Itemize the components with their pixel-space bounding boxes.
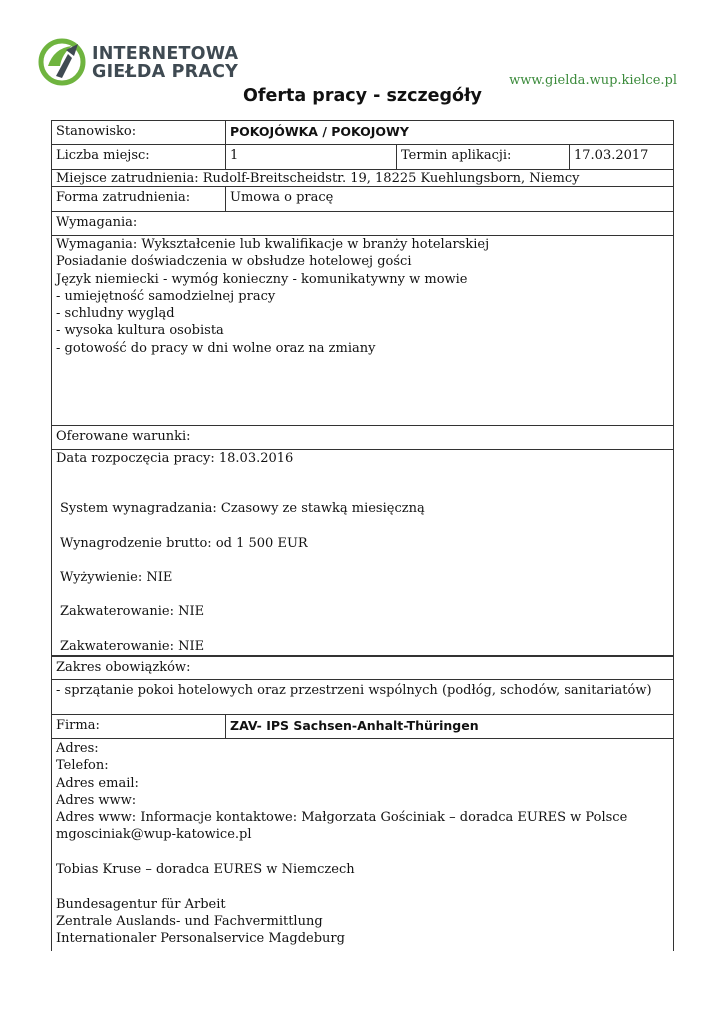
condition-line: Zakwaterowanie: NIE	[60, 639, 205, 654]
requirement-line: Posiadanie doświadczenia w obsłudze hotelowej gości	[56, 254, 412, 270]
offer-table	[51, 120, 674, 951]
requirement-line: - gotowość do pracy w dni wolne oraz na zmiany	[56, 340, 376, 356]
contact-list	[56, 740, 627, 948]
conditions-label: Oferowane warunki:	[56, 429, 191, 444]
company-value: ZAV- IPS Sachsen-Anhalt-Thüringen	[230, 718, 479, 733]
requirement-line: Wymagania: Wykształcenie lub kwalifikacje w branży hotelarskiej	[56, 237, 490, 252]
position-row	[52, 121, 673, 145]
duties-header-row	[52, 657, 673, 680]
condition-line: System wynagradzania: Czasowy ze stawką miesięczną	[60, 501, 425, 516]
contact-line: Adres www:	[56, 792, 137, 808]
duties-label: Zakres obowiązków:	[56, 660, 191, 675]
condition-line: Zakwaterowanie: NIE	[60, 604, 205, 619]
contact-line: Adres www: Informacje kontaktowe: Małgorzata Gościniak – doradca EURES w Polsce	[56, 810, 628, 826]
openings-value: 1	[226, 145, 397, 169]
page-title: Oferta pracy - szczegóły	[243, 86, 482, 106]
conditions-header-row	[52, 426, 673, 450]
contact-line: Bundesagentur für Arbeit	[56, 896, 226, 912]
location-row	[52, 170, 673, 187]
deadline-label: Termin aplikacji:	[397, 145, 570, 169]
contact-line: Adres email:	[56, 775, 139, 791]
conditions-body-row	[52, 450, 673, 657]
site-url-link[interactable]: www.gielda.wup.kielce.pl	[509, 73, 677, 88]
openings-label: Liczba miejsc:	[52, 145, 226, 169]
openings-row	[52, 145, 673, 170]
contact-block	[52, 739, 673, 951]
contact-line: Internationaler Personalservice Magdeburg	[56, 931, 345, 947]
logo-text: INTERNETOWA	[92, 44, 239, 64]
start-date: Data rozpoczęcia pracy: 18.03.2016	[56, 451, 294, 466]
duties-text: - sprzątanie pokoi hotelowych oraz przestrzeni wspólnych (podłóg, schodów, sanitariatów)	[56, 683, 652, 698]
employment-label: Forma zatrudnienia:	[52, 187, 226, 211]
requirements-header-row	[52, 212, 673, 236]
logo-text: GIEŁDA PRACY	[92, 62, 238, 82]
position-label: Stanowisko:	[52, 121, 226, 144]
condition-line: Wyżywienie: NIE	[60, 570, 173, 585]
requirement-line: Język niemiecki - wymóg konieczny - komunikatywny w mowie	[56, 271, 468, 287]
deadline-value: 17.03.2017	[574, 148, 649, 163]
requirement-line: - umiejętność samodzielnej pracy	[56, 288, 276, 304]
contact-line: Tobias Kruse – doradca EURES w Niemczech	[56, 862, 355, 878]
requirement-line: - wysoka kultura osobista	[56, 323, 224, 339]
company-label: Firma:	[52, 715, 226, 738]
requirements-body-row	[52, 236, 673, 426]
requirement-line: - schludny wygląd	[56, 306, 175, 322]
contact-line: Zentrale Auslands- und Fachvermittlung	[56, 913, 323, 929]
contact-line: Telefon:	[56, 758, 109, 774]
company-row	[52, 715, 673, 739]
contact-line	[56, 878, 627, 895]
duties-body-row	[52, 680, 673, 715]
position-value: POKOJÓWKA / POKOJOWY	[230, 124, 409, 139]
contact-email[interactable]: mgosciniak@wup-katowice.pl	[56, 827, 252, 843]
location-text: Miejsce zatrudnienia: Rudolf-Breitscheidstr. 19, 18225 Kuehlungsborn, Niemcy	[56, 171, 580, 186]
requirements-list	[56, 236, 489, 357]
contact-line	[56, 844, 627, 861]
employment-row	[52, 187, 673, 212]
condition-line: Wynagrodzenie brutto: od 1 500 EUR	[60, 536, 308, 551]
requirements-label: Wymagania:	[56, 215, 138, 230]
employment-value: Umowa o pracę	[230, 190, 334, 205]
contact-line: Adres:	[56, 741, 99, 756]
